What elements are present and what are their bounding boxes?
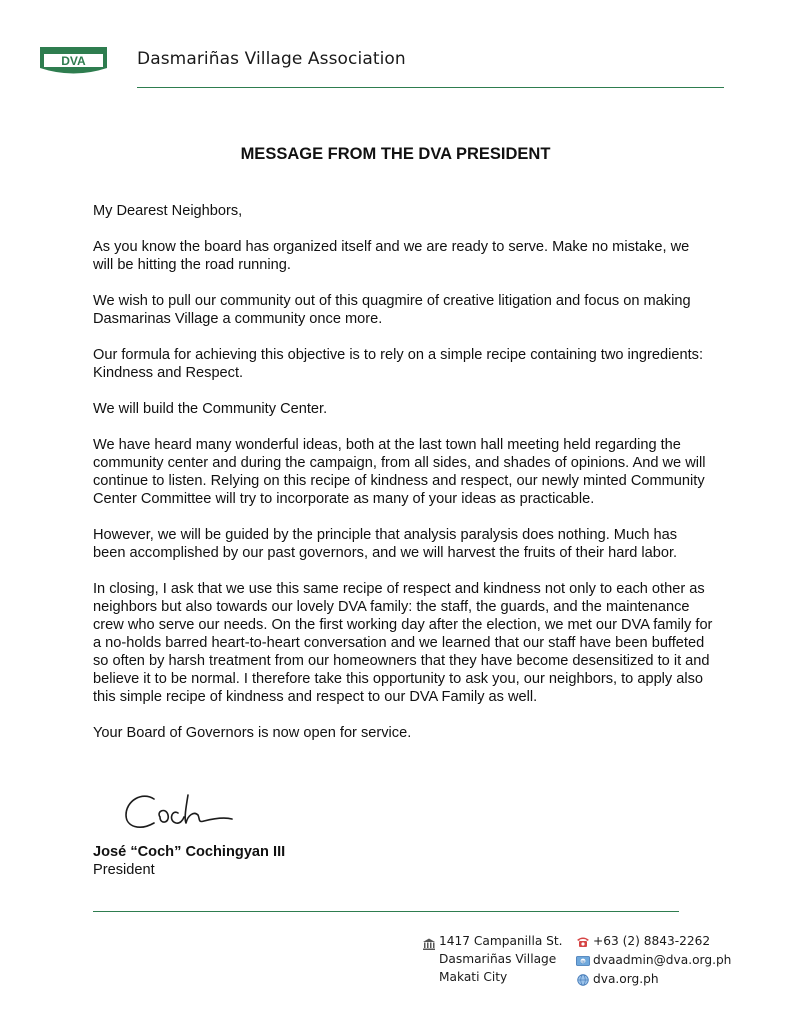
- email-row: [576, 951, 731, 970]
- signer-name: José “Coch” Cochingyan III: [93, 844, 286, 860]
- paragraph: Our formula for achieving this objective is to rely on a simple recipe containing two ingredients: Kindness and Respect.: [93, 347, 703, 381]
- svg-text:@: @: [580, 959, 586, 965]
- paragraph: We will build the Community Center.: [93, 401, 328, 417]
- paragraph: However, we will be guided by the principle that analysis paralysis does nothing. Much has been accomplished by our past governors, and we will harvest the fruits of their hard labor.: [93, 527, 678, 561]
- footer-contact: [576, 932, 731, 989]
- phone-icon: [576, 936, 590, 948]
- salutation: My Dearest Neighbors,: [93, 203, 243, 219]
- dva-logo: [37, 46, 110, 77]
- address-line: Dasmariñas Village: [439, 952, 557, 966]
- closing-line: Your Board of Governors is now open for service.: [93, 725, 412, 741]
- letter-body: [93, 202, 713, 760]
- website-url[interactable]: dva.org.ph: [593, 972, 659, 986]
- building-icon: [422, 938, 436, 950]
- email-icon: [576, 955, 590, 967]
- signer-title: President: [93, 862, 155, 878]
- phone-row: [576, 932, 731, 951]
- globe-icon: [576, 974, 590, 986]
- paragraph: As you know the board has organized itself and we are ready to serve. Make no mistake, we will be hitting the road running.: [93, 239, 690, 273]
- address-line: 1417 Campanilla St.: [439, 934, 563, 948]
- footer-address: [422, 932, 563, 986]
- letter-title: MESSAGE FROM THE DVA PRESIDENT: [240, 145, 551, 163]
- footer-divider: [93, 911, 679, 912]
- phone-number: +63 (2) 8843-2262: [593, 934, 711, 948]
- website-row: [576, 970, 731, 989]
- paragraph: In closing, I ask that we use this same recipe of respect and kindness not only to each other as neighbors but also towards our lovely DVA family: the staff, the guards, and the maintenance crew who serve our needs. On the first working day after the election, we met our DVA family for a no-holds barred heart-to-heart conversation and we learned that our staff have been buffeted so often by harsh treatment from our homeowners that they have become desensitized to it and believe it to be normal. I therefore take this opportunity to ask you, our neighbors, to apply also this simple recipe of kindness and respect to our DVA Family as well.: [93, 581, 713, 705]
- paragraph: We wish to pull our community out of this quagmire of creative litigation and focus on making Dasmarinas Village a community once more.: [93, 293, 691, 327]
- handwritten-signature: [120, 787, 240, 839]
- paragraph: We have heard many wonderful ideas, both at the last town hall meeting held regarding the community center and during the campaign, from all sides, and shades of opinions. And we will continue to listen. Relying on this recipe of kindness and respect, our newly minted Community Center Committee will try to incorporate as many of your ideas as practicable.: [93, 437, 706, 507]
- header-divider: [137, 87, 724, 88]
- email-address[interactable]: dvaadmin@dva.org.ph: [593, 953, 732, 967]
- org-name: Dasmariñas Village Association: [137, 49, 406, 69]
- address-line: Makati City: [439, 970, 508, 984]
- logo-text: DVA: [61, 54, 86, 68]
